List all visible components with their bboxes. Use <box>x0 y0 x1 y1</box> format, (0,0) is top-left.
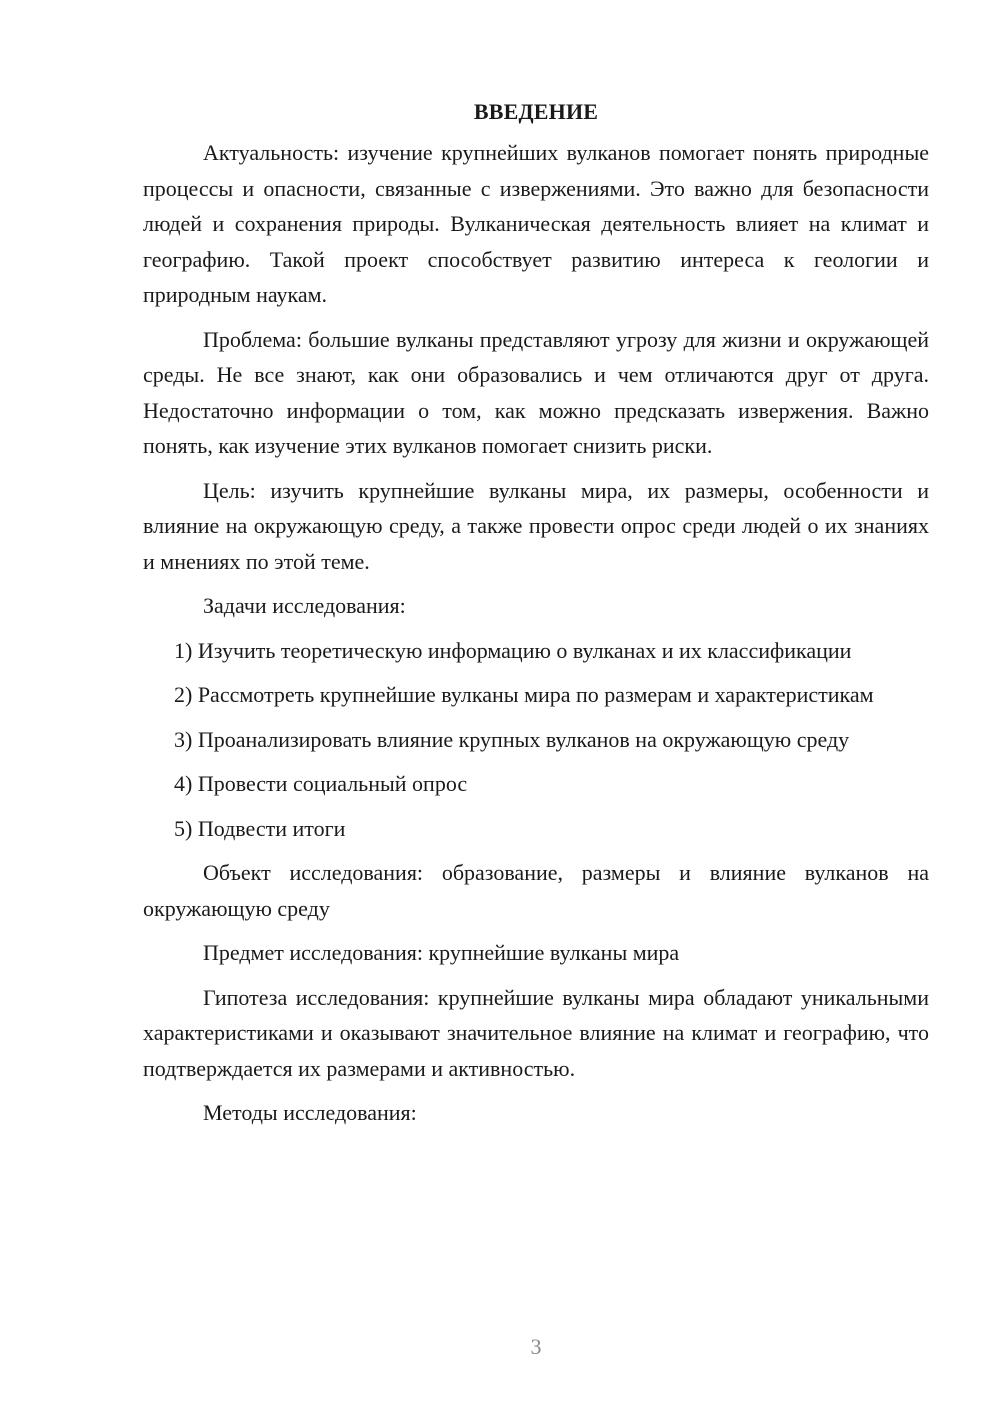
section-heading: ВВЕДЕНИЕ <box>473 99 599 124</box>
goal-paragraph: Цель: изучить крупнейшие вулканы мира, их размеры, особенности и влияние на окружающую среду, а также провести опрос среди людей о их знаниях и мнениях по этой теме. <box>143 477 929 574</box>
page-content <box>143 94 929 1140</box>
task-item-4: 4) Провести социальный опрос <box>174 771 468 796</box>
relevance-paragraph: Актуальность: изучение крупнейших вулканов помогает понять природные процессы и опасности, связанные с извержениями. Это важно для безопасности людей и сохранения природы. Вулканическая деятельность влияет на климат и географию. Такой проект способствует развитию интереса к геологии и природным наукам. <box>143 140 929 307</box>
task-item-3: 3) Проанализировать влияние крупных вулканов на окружающую среду <box>174 726 850 752</box>
problem-paragraph: Проблема: большие вулканы представляют угрозу для жизни и окружающей среды. Не все знают, как они образовались и чем отличаются друг от друга. Недостаточно информации о том, как можно предсказать извержения. Важно понять, как изучение этих вулканов помогает снизить риски. <box>143 326 929 458</box>
task-item-2: 2) Рассмотреть крупнейшие вулканы мира по размерам и характеристикам <box>174 682 874 707</box>
task-item-1: 1) Изучить теоретическую информацию о вулканах и их классификации <box>174 637 852 663</box>
subject-paragraph: Предмет исследования: крупнейшие вулканы мира <box>203 940 680 965</box>
tasks-heading: Задачи исследования: <box>203 593 406 618</box>
page-number: 3 <box>530 1334 542 1359</box>
task-item-5: 5) Подвести итоги <box>174 815 346 841</box>
methods-heading: Методы исследования: <box>203 1100 417 1125</box>
object-paragraph: Объект исследования: образование, размеры и влияние вулканов на окружающую среду <box>143 860 929 921</box>
hypothesis-paragraph: Гипотеза исследования: крупнейшие вулканы мира обладают уникальными характеристиками и оказывают значительное влияние на климат и географию, что подтверждается их размерами и активностью. <box>143 984 929 1081</box>
